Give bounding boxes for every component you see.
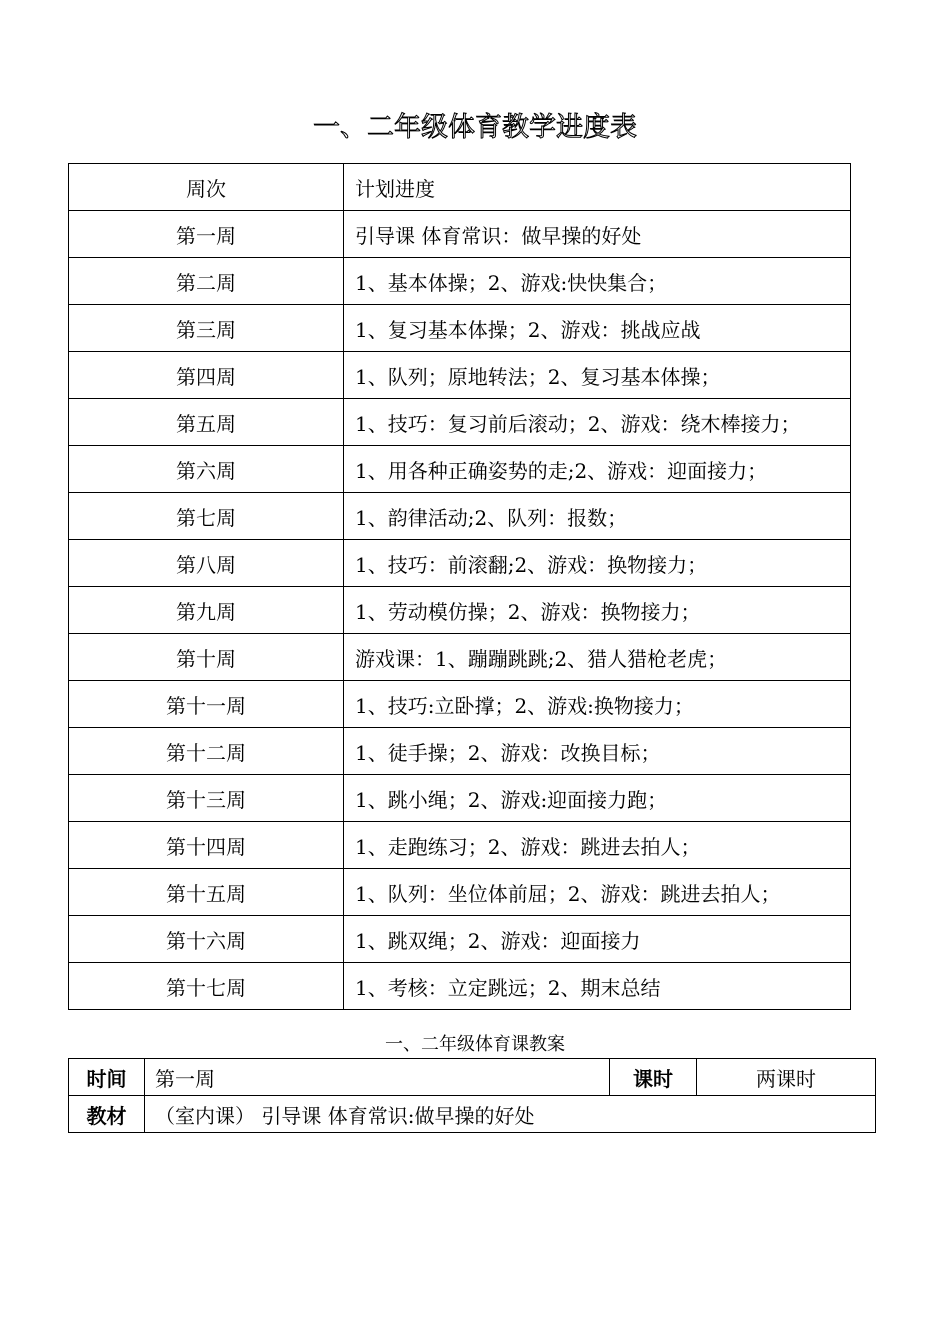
week-cell: 第十三周 [69, 775, 344, 822]
week-cell: 第十一周 [69, 681, 344, 728]
header-week: 周次 [69, 164, 344, 211]
week-cell: 第三周 [69, 305, 344, 352]
week-cell: 第十四周 [69, 822, 344, 869]
week-cell: 第七周 [69, 493, 344, 540]
week-cell: 第十六周 [69, 916, 344, 963]
lesson-plan-table [68, 1058, 876, 1133]
week-cell: 第十五周 [69, 869, 344, 916]
week-cell: 第九周 [69, 587, 344, 634]
plan-cell: 引导课 体育常识：做早操的好处 [344, 211, 851, 258]
schedule-row [69, 587, 851, 634]
schedule-row [69, 305, 851, 352]
material-value: （室内课） 引导课 体育常识:做早操的好处 [145, 1096, 876, 1133]
plan-cell: 1、跳双绳；2、游戏：迎面接力 [344, 916, 851, 963]
hours-value: 两课时 [697, 1059, 876, 1096]
header-plan: 计划进度 [344, 164, 851, 211]
week-cell: 第六周 [69, 446, 344, 493]
plan-cell: 1、劳动模仿操；2、游戏：换物接力； [344, 587, 851, 634]
week-cell: 第四周 [69, 352, 344, 399]
plan-cell: 1、队列：坐位体前屈；2、游戏：跳进去拍人； [344, 869, 851, 916]
lesson-material-row [69, 1096, 876, 1133]
schedule-row [69, 775, 851, 822]
plan-cell: 1、考核：立定跳远；2、期末总结 [344, 963, 851, 1010]
time-value: 第一周 [145, 1059, 610, 1096]
schedule-row [69, 681, 851, 728]
schedule-row [69, 822, 851, 869]
schedule-row [69, 211, 851, 258]
time-label: 时间 [69, 1059, 145, 1096]
week-cell: 第一周 [69, 211, 344, 258]
plan-cell: 1、徒手操；2、游戏：改换目标； [344, 728, 851, 775]
week-cell: 第二周 [69, 258, 344, 305]
plan-cell: 1、走跑练习；2、游戏：跳进去拍人； [344, 822, 851, 869]
schedule-row [69, 916, 851, 963]
plan-cell: 1、队列；原地转法；2、复习基本体操； [344, 352, 851, 399]
plan-cell: 1、技巧:立卧撑；2、游戏:换物接力； [344, 681, 851, 728]
lesson-time-row [69, 1059, 876, 1096]
schedule-row [69, 258, 851, 305]
lesson-plan-title: 一、二年级体育课教案 [385, 1034, 565, 1055]
plan-cell: 1、技巧：复习前后滚动；2、游戏：绕木棒接力； [344, 399, 851, 446]
week-cell: 第十七周 [69, 963, 344, 1010]
week-cell: 第十二周 [69, 728, 344, 775]
week-cell: 第十周 [69, 634, 344, 681]
hours-label: 课时 [610, 1059, 697, 1096]
document-title: 一、二年级体育教学进度表 [313, 112, 637, 143]
plan-cell: 1、复习基本体操；2、游戏：挑战应战 [344, 305, 851, 352]
plan-cell: 游戏课：1、蹦蹦跳跳;2、猎人猎枪老虎； [344, 634, 851, 681]
plan-cell: 1、用各种正确姿势的走;2、游戏：迎面接力； [344, 446, 851, 493]
schedule-row [69, 869, 851, 916]
schedule-row [69, 446, 851, 493]
schedule-row [69, 963, 851, 1010]
schedule-row [69, 493, 851, 540]
material-label: 教材 [69, 1096, 145, 1133]
schedule-row [69, 634, 851, 681]
week-cell: 第八周 [69, 540, 344, 587]
schedule-row [69, 728, 851, 775]
plan-cell: 1、技巧：前滚翻;2、游戏：换物接力； [344, 540, 851, 587]
schedule-header-row [69, 164, 851, 211]
schedule-table [68, 163, 851, 1010]
plan-cell: 1、基本体操；2、游戏:快快集合； [344, 258, 851, 305]
week-cell: 第五周 [69, 399, 344, 446]
schedule-row [69, 540, 851, 587]
plan-cell: 1、韵律活动;2、队列：报数； [344, 493, 851, 540]
schedule-row [69, 352, 851, 399]
plan-cell: 1、跳小绳；2、游戏:迎面接力跑； [344, 775, 851, 822]
schedule-row [69, 399, 851, 446]
